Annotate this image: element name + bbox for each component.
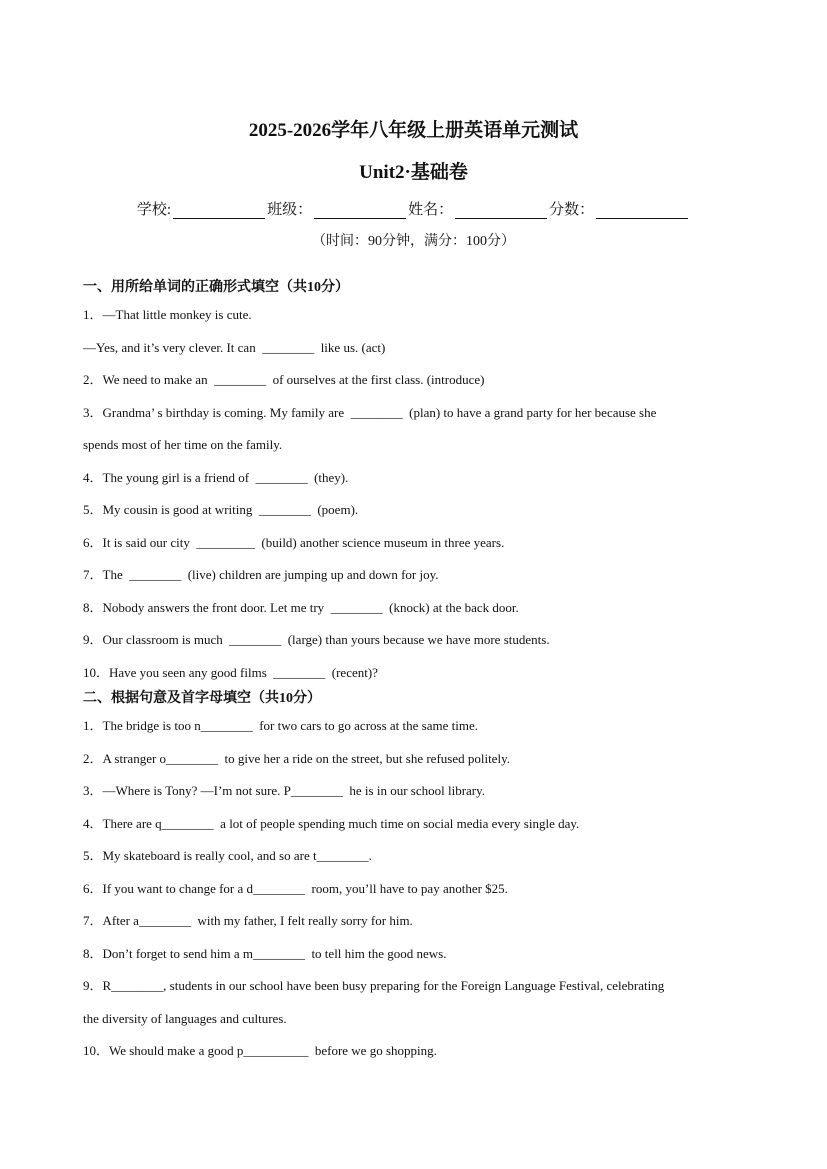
question-line: 8．Nobody answers the front door. Let me try ________ (knock) at the back door. <box>83 599 519 615</box>
class-label: 班级： <box>267 202 313 218</box>
question-line: 5．My skateboard is really cool, and so are t________. <box>83 848 372 863</box>
class-blank[interactable] <box>314 204 406 219</box>
question-line: 10．Have you seen any good films ________ (recent)? <box>83 664 378 680</box>
section-1 <box>83 279 743 697</box>
question-line: 4．The young girl is a friend of ________ (they). <box>83 469 349 485</box>
school-label: 学校: <box>136 202 172 218</box>
section-2 <box>83 690 743 1076</box>
question-list <box>83 307 743 697</box>
question-line: 6．If you want to change for a d________ room, you’ll have to pay another $25. <box>83 880 508 896</box>
exam-title: 2025-2026学年八年级上册英语单元测试 <box>248 120 579 141</box>
question-line: 5．My cousin is good at writing ________ (poem). <box>83 502 359 517</box>
question-line: 1．—That little monkey is cute. <box>83 307 252 322</box>
question-line: 4．There are q________ a lot of people spending much time on social media every single day. <box>83 815 580 831</box>
score-blank[interactable] <box>596 204 688 219</box>
question-line: —Yes, and it’s very clever. It can ________ like us. (act) <box>83 339 386 355</box>
question-line: 7．The ________ (live) children are jumping up and down for joy. <box>83 567 439 582</box>
exam-subtitle: Unit2·基础卷 <box>359 162 468 183</box>
question-line: 1．The bridge is too n________ for two cars to go across at the same time. <box>83 718 478 733</box>
section-heading: 二、根据句意及首字母填空（共10分） <box>83 691 321 706</box>
question-line: 10．We should make a good p__________ before we go shopping. <box>83 1043 437 1058</box>
score-label: 分数： <box>549 202 595 218</box>
name-blank[interactable] <box>455 204 547 219</box>
question-line: 3．Grandma’ s birthday is coming. My family are ________ (plan) to have a grand party for her because she <box>83 404 657 420</box>
question-line: 8．Don’t forget to send him a m________ to tell him the good news. <box>83 945 447 961</box>
question-line: 2．We need to make an ________ of ourselves at the first class. (introduce) <box>83 372 485 387</box>
student-info-row <box>0 198 827 219</box>
question-line: 6．It is said our city _________ (build) another science museum in three years. <box>83 534 505 550</box>
question-line: 3．—Where is Tony? —I’m not sure. P________ he is in our school library. <box>83 783 486 798</box>
question-line: 9．R________, students in our school have been busy preparing for the Foreign Language Festival, celebrating <box>83 978 665 993</box>
question-line: 9．Our classroom is much ________ (large) than yours because we have more students. <box>83 632 550 647</box>
question-line: the diversity of languages and cultures. <box>83 1010 287 1026</box>
school-blank[interactable] <box>173 204 265 219</box>
question-list <box>83 718 743 1076</box>
question-line: 2．A stranger o________ to give her a ride on the street, but she refused politely. <box>83 750 510 766</box>
time-note: （时间：90分钟，满分：100分） <box>312 234 515 249</box>
section-heading: 一、用所给单词的正确形式填空（共10分） <box>83 280 349 295</box>
question-line: spends most of her time on the family. <box>83 437 283 452</box>
question-line: 7．After a________ with my father, I felt really sorry for him. <box>83 913 413 928</box>
name-label: 姓名： <box>408 202 454 218</box>
